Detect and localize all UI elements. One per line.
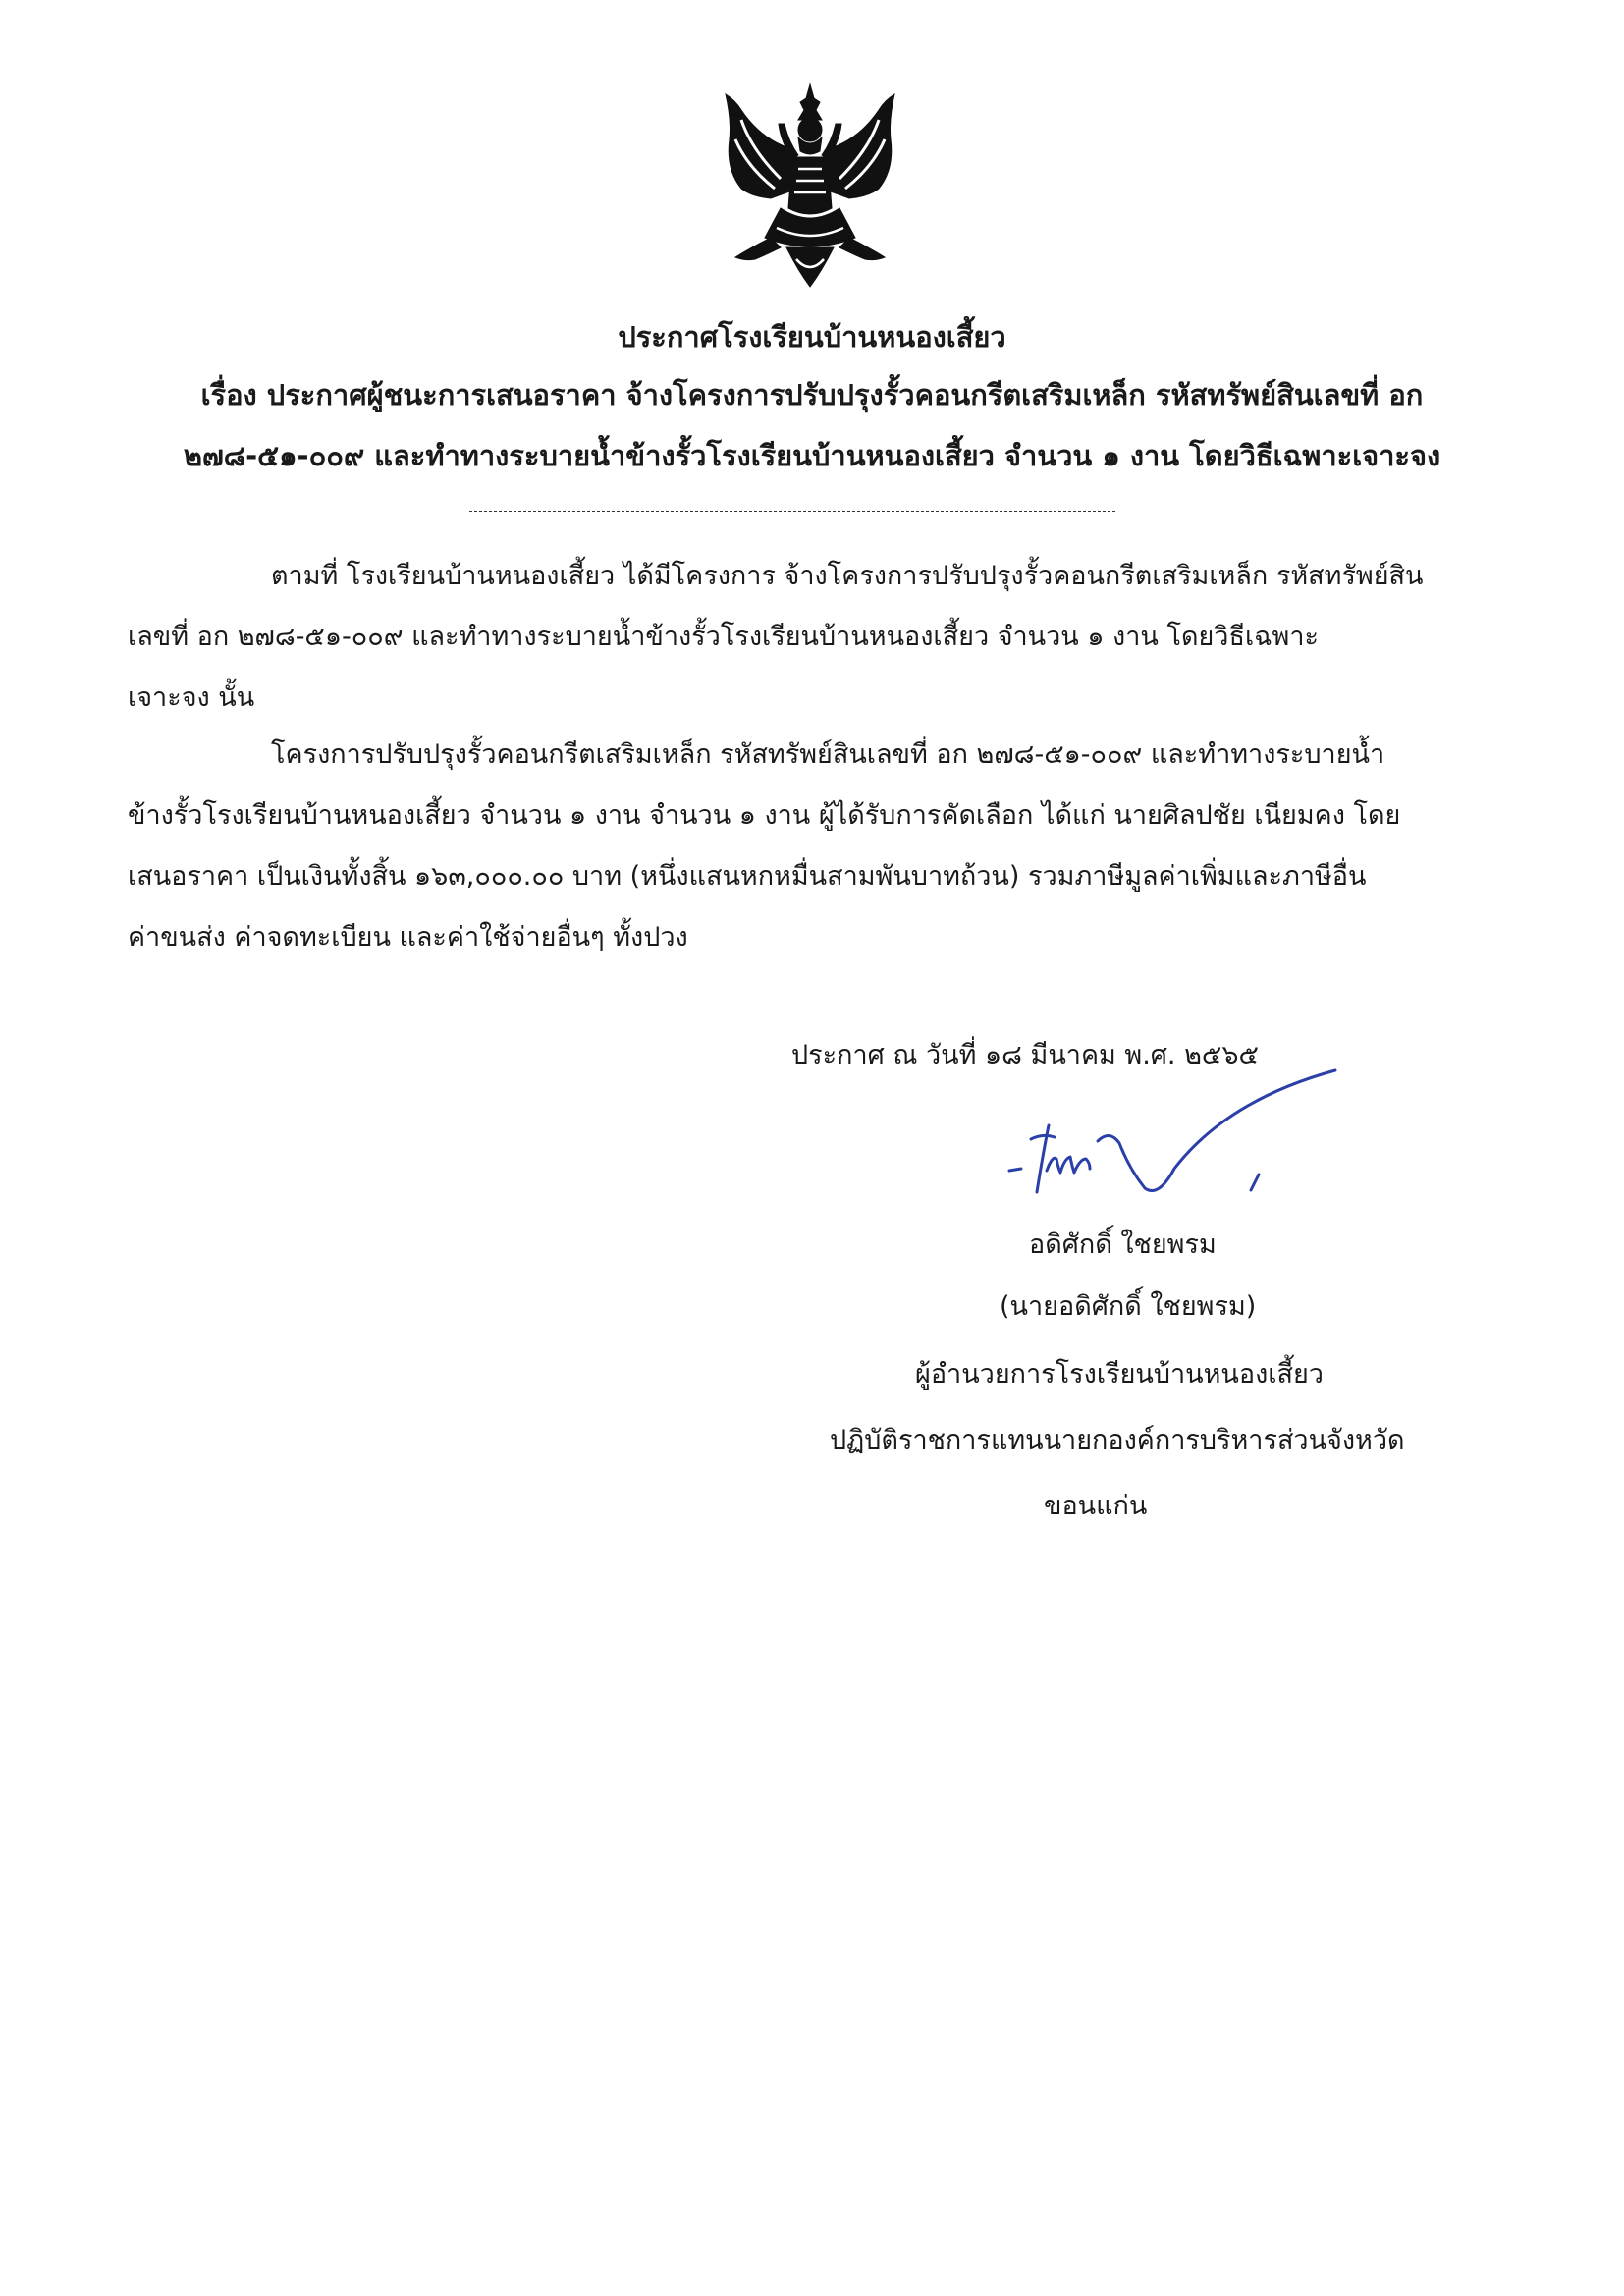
paragraph-2 <box>128 725 1434 968</box>
handwritten-signature <box>992 1061 1375 1237</box>
paragraph-1 <box>128 546 1434 729</box>
paragraph-1-line: เลขที่ อก ๒๗๘-๕๑-๐๐๙ และทำทางระบายน้ำข้างรั้วโรงเรียนบ้านหนองเสี้ยว จำนวน ๑ งาน โดยวิธีเฉพาะ <box>128 622 1320 652</box>
signer-typed-name: อดิศักดิ์ ใชยพรม <box>1029 1230 1217 1260</box>
paragraph-2-line: เสนอราคา เป็นเงินทั้งสิ้น ๑๖๓,๐๐๐.๐๐ บาท (หนึ่งแสนหกหมื่นสามพันบาทถ้วน) รวมภาษีมูลค่าเพิ่มและภาษีอื่น <box>128 861 1367 892</box>
signer-position: ผู้อำนวยการโรงเรียนบ้านหนองเสี้ยว <box>915 1359 1324 1390</box>
garuda-emblem-icon <box>712 81 908 292</box>
paragraph-1-line: ตามที่ โรงเรียนบ้านหนองเสี้ยว ได้มีโครงการ จ้างโครงการปรับปรุงรั้วคอนกรีตเสริมเหล็ก รหัสทรัพย์สิน <box>271 561 1424 591</box>
paragraph-2-line: ค่าขนส่ง ค่าจดทะเบียน และค่าใช้จ่ายอื่นๆ ทั้งปวง <box>128 922 688 953</box>
signer-full-name: (นายอดิศักดิ์ ใชยพรม) <box>1000 1291 1257 1322</box>
paragraph-2-line: ข้างรั้วโรงเรียนบ้านหนองเสี้ยว จำนวน ๑ งาน จำนวน ๑ งาน ผู้ได้รับการคัดเลือก ได้แก่ นายศิลปชัย เนียมคง โดย <box>128 800 1401 831</box>
announcement-title: ประกาศโรงเรียนบ้านหนองเสี้ยว <box>618 320 1006 354</box>
signer-acting-for: ปฏิบัติราชการแทนนายกองค์การบริหารส่วนจังหวัด <box>830 1425 1405 1455</box>
paragraph-2-line: โครงการปรับปรุงรั้วคอนกรีตเสริมเหล็ก รหัสทรัพย์สินเลขที่ อก ๒๗๘-๕๑-๐๐๙ และทำทางระบายน้ำ <box>271 739 1385 770</box>
subject-line-2: ๒๗๘-๕๑-๐๐๙ และทำทางระบายน้ำข้างรั้วโรงเรียนบ้านหนองเสี้ยว จำนวน ๑ งาน โดยวิธีเฉพาะเจาะจง <box>183 439 1441 472</box>
subject-line-1: เรื่อง ประกาศผู้ชนะการเสนอราคา จ้างโครงการปรับปรุงรั้วคอนกรีตเสริมเหล็ก รหัสทรัพย์สินเลขที่ อก <box>200 378 1424 411</box>
divider <box>469 511 1115 512</box>
signer-province: ขอนแก่น <box>1044 1491 1148 1521</box>
announcement-date: ประกาศ ณ วันที่ ๑๘ มีนาคม พ.ศ. ๒๕๖๕ <box>791 1040 1259 1070</box>
paragraph-1-line: เจาะจง นั้น <box>128 683 255 713</box>
